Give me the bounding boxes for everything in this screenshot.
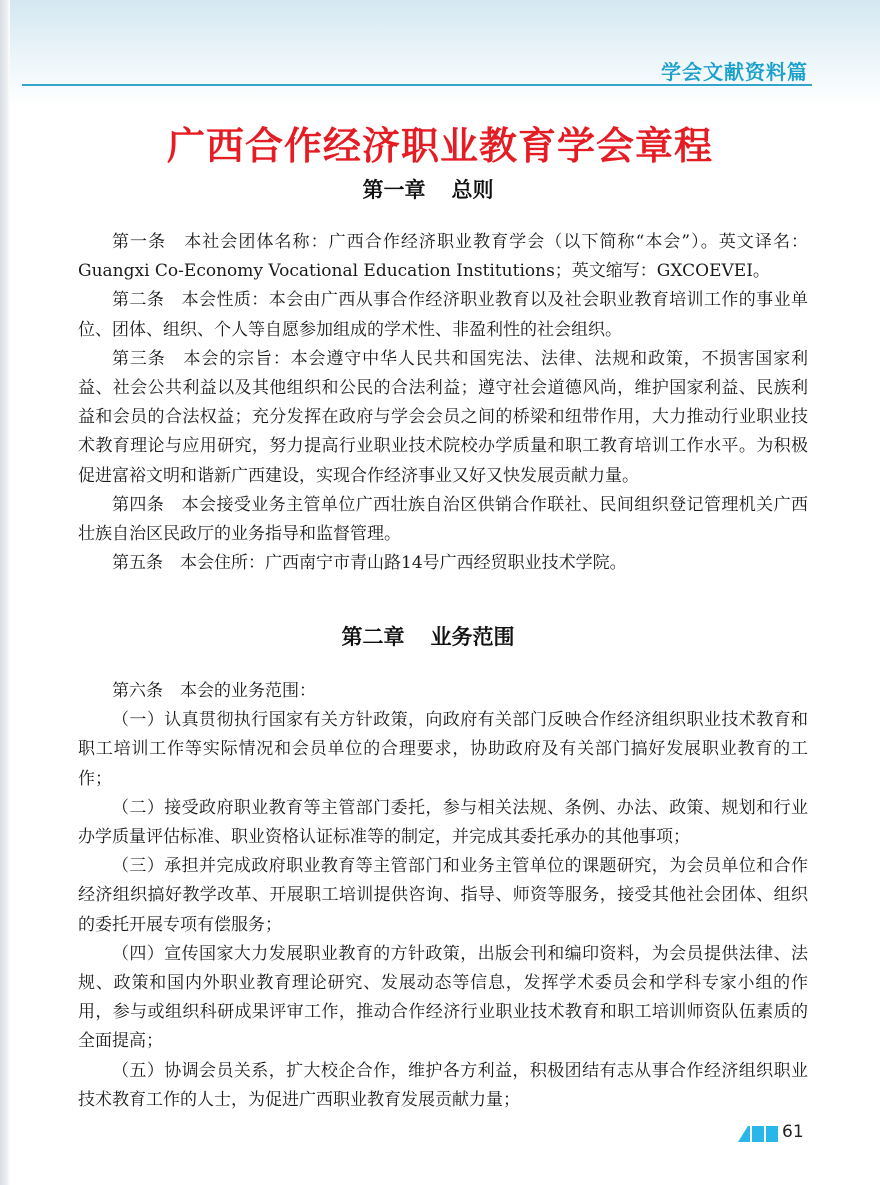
- page-marker-icon: [738, 1126, 780, 1142]
- chapter-1-heading: [0, 174, 868, 204]
- chapter-1-name: 总则: [451, 178, 494, 202]
- scope-item-1: （一）认真贯彻执行国家有关方针政策，向政府有关部门反映合作经济组织职业技术教育和职工培训工作等实际情况和会员单位的合理要求，协助政府及有关部门搞好发展职业教育的工作；: [78, 710, 808, 789]
- article-label: 第三条: [112, 348, 166, 369]
- scope-item-3: （三）承担并完成政府职业教育等主管部门和业务主管单位的课题研究，为会员单位和合作经济组织搞好教学改革、开展职工培训提供咨询、指导、师资等服务，接受其他社会团体、组织的委托开展专项有偿服务；: [78, 856, 808, 935]
- article-4: [78, 491, 808, 549]
- chapter-2-name: 业务范围: [430, 625, 515, 649]
- document-title: 广西合作经济职业教育学会章程: [166, 124, 713, 168]
- chapter-2-body: [78, 677, 808, 1115]
- article-text: 本会的业务范围：: [180, 681, 316, 701]
- article-label: 第一条: [112, 232, 167, 252]
- article-6: [78, 677, 808, 706]
- page-number: 61: [782, 1122, 804, 1142]
- article-text: 本会接受业务主管单位广西壮族自治区供销合作联社、民间组织登记管理机关广西壮族自治区民政厅的业务指导和监督管理。: [78, 494, 809, 545]
- article-label: 第四条: [112, 494, 165, 515]
- section-tag: 学会文献资料篇: [661, 60, 808, 84]
- header-band: [10, 0, 880, 108]
- article-2: [78, 286, 808, 344]
- article-label: 第六条: [112, 681, 163, 701]
- article-text: 本会住所：广西南宁市青山路14号广西经贸职业技术学院。: [180, 553, 627, 574]
- article-label: 第五条: [112, 553, 163, 574]
- scope-item-5: （五）协调会员关系，扩大校企合作，维护各方利益，积极团结有志从事合作经济组织职业技术教育工作的人士，为促进广西职业教育发展贡献力量；: [78, 1060, 808, 1110]
- chapter-2-number: 第二章: [341, 625, 405, 649]
- chapter-2-heading: [0, 621, 868, 651]
- scope-item-4: （四）宣传国家大力发展职业教育的方针政策，出版会刊和编印资料，为会员提供法律、法规、政策和国内外职业教育理论研究、发展动态等信息，发挥学术委员会和学科专家小组的作用，参与或组织科研成果评审工作，推动合作经济行业职业技术教育和职工培训师资队伍素质的全面提高；: [78, 943, 808, 1052]
- article-1: [78, 228, 808, 286]
- article-text: 本社会团体名称：广西合作经济职业教育学会（以下简称“本会”）。英文译名：Guangxi Co-Economy Vocational Education Institutions；英文缩写：GXCOEVEI。: [78, 232, 808, 282]
- article-5: [78, 549, 808, 578]
- scope-item-2: （二）接受政府职业教育等主管部门委托，参与相关法规、条例、办法、政策、规划和行业办学质量评估标准、职业资格认证标准等的制定，并完成其委托承办的其他事项；: [78, 797, 808, 848]
- article-text: 本会性质：本会由广西从事合作经济职业教育以及社会职业教育培训工作的事业单位、团体、组织、个人等自愿参加组成的学术性、非盈利性的社会组织。: [78, 290, 809, 340]
- article-3: [78, 345, 808, 491]
- article-label: 第二条: [112, 290, 165, 311]
- article-text: 本会的宗旨：本会遵守中华人民共和国宪法、法律、法规和政策，不损害国家利益、社会公共利益以及其他组织和公民的合法利益；遵守社会道德风尚，维护国家利益、民族利益和会员的合法权益；充分发挥在政府与学会会员之间的桥梁和纽带作用，大力推动行业职业技术教育理论与应用研究，努力提高行业职业技术院校办学质量和职工教育培训工作水平。为积极促进富裕文明和谐新广西建设，实现合作经济事业又好又快发展贡献力量。: [78, 348, 809, 486]
- chapter-1-body: [78, 228, 808, 578]
- chapter-1-number: 第一章: [362, 178, 426, 202]
